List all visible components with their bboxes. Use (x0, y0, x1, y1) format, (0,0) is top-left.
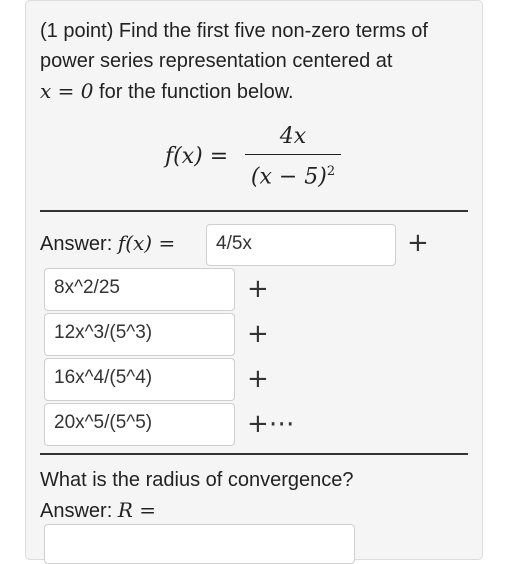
radius-answer-label: Answer: (40, 500, 113, 522)
answer-label: Answer: (40, 233, 113, 255)
radius-answer-label-row (40, 496, 156, 525)
problem-statement (40, 16, 480, 107)
plus-sign-3: + (247, 319, 269, 349)
term-3-input[interactable]: 12x^3/(5^3) (44, 313, 235, 356)
denominator-base: (x − 5) (250, 164, 327, 190)
radius-question: What is the radius of convergence? (40, 469, 354, 491)
problem-intro-tail: for the function below. (99, 81, 294, 103)
plus-sign-2: + (247, 274, 269, 304)
section-divider-2 (40, 453, 468, 455)
denominator-exponent: 2 (326, 164, 336, 179)
problem-intro-text: (1 point) Find the first five non-zero terms of power series representation centered at (40, 20, 428, 72)
term-2-input[interactable]: 8x^2/25 (44, 268, 235, 311)
formula-denominator (245, 157, 341, 190)
formula-lhs: f(x) = (165, 144, 229, 169)
fraction-bar (245, 154, 341, 155)
term-5-input[interactable]: 20x^5/(5^5) (44, 403, 235, 446)
radius-input[interactable] (44, 524, 355, 564)
plus-sign-4: + (247, 364, 269, 394)
plus-ellipsis: +⋯ (247, 409, 295, 439)
center-point: x = 0 (40, 79, 94, 103)
term-1-input[interactable]: 4/5x (206, 224, 396, 266)
radius-symbol: R = (117, 498, 156, 522)
term-4-input[interactable]: 16x^4/(5^4) (44, 358, 235, 401)
section-divider (40, 210, 468, 212)
plus-sign-1: + (407, 228, 429, 258)
formula-fraction (245, 122, 341, 190)
formula-numerator: 4x (279, 124, 307, 149)
answer-lhs: f(x) = (117, 231, 176, 255)
answer-label-row (40, 228, 175, 259)
